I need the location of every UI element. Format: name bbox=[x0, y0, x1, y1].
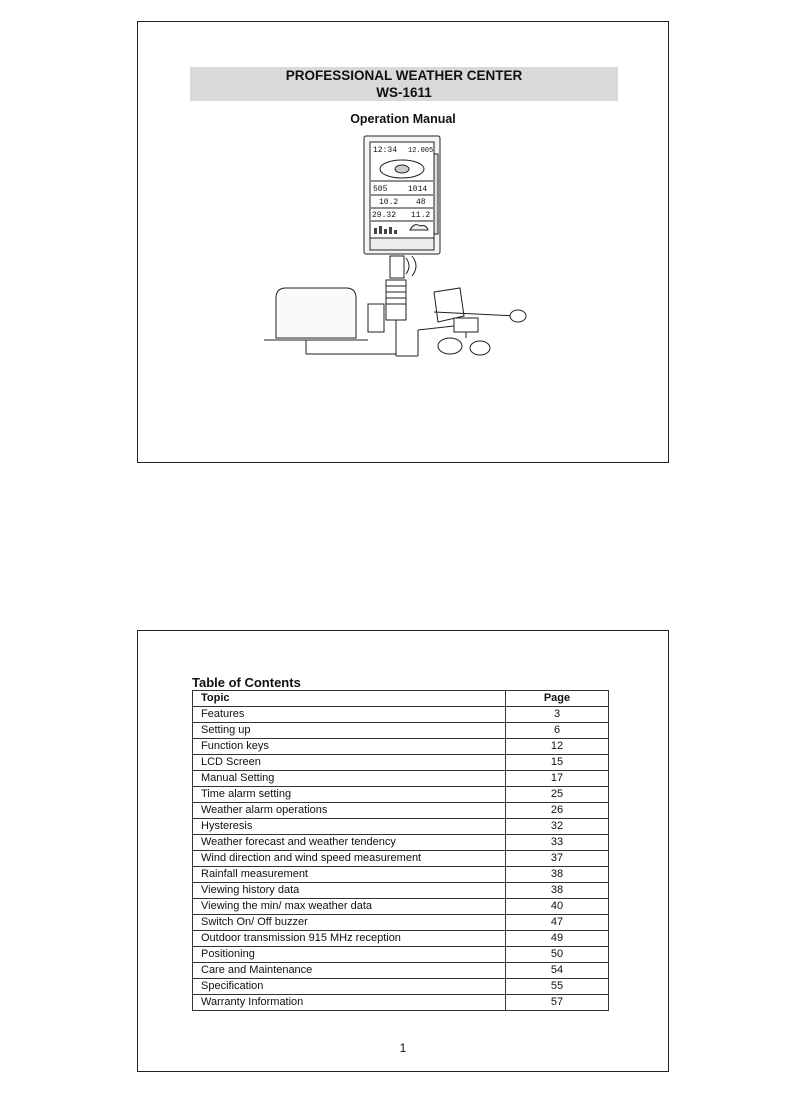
toc-page-number: 38 bbox=[506, 867, 609, 883]
title-band bbox=[190, 67, 618, 101]
toc-topic: Features bbox=[193, 707, 506, 723]
toc-topic: Warranty Information bbox=[193, 995, 506, 1011]
toc-topic: Hysteresis bbox=[193, 819, 506, 835]
toc-topic: Setting up bbox=[193, 723, 506, 739]
weather-station-illustration bbox=[258, 134, 558, 364]
toc-topic: Positioning bbox=[193, 947, 506, 963]
toc-row[interactable] bbox=[193, 819, 609, 835]
toc-topic: Weather alarm operations bbox=[193, 803, 506, 819]
toc-page-number: 26 bbox=[506, 803, 609, 819]
toc-row[interactable] bbox=[193, 899, 609, 915]
toc-page-number: 32 bbox=[506, 819, 609, 835]
toc-col-page: Page bbox=[506, 691, 609, 707]
toc-row[interactable] bbox=[193, 755, 609, 771]
model-number: WS-1611 bbox=[376, 85, 432, 100]
toc-page-number: 50 bbox=[506, 947, 609, 963]
toc-header-row bbox=[193, 691, 609, 707]
wind-sensor bbox=[418, 288, 526, 356]
toc-topic: Viewing history data bbox=[193, 883, 506, 899]
toc-row[interactable] bbox=[193, 867, 609, 883]
lcd-time: 12:34 bbox=[373, 146, 398, 155]
toc-row[interactable] bbox=[193, 915, 609, 931]
toc-page-number: 49 bbox=[506, 931, 609, 947]
toc-page-number: 15 bbox=[506, 755, 609, 771]
lcd-rain: 11.2 bbox=[411, 211, 431, 220]
lcd-indoor-temp: 10.2 bbox=[379, 198, 399, 207]
lcd-pressure-2: 1014 bbox=[408, 185, 428, 194]
toc-row[interactable] bbox=[193, 947, 609, 963]
page-number: 1 bbox=[399, 1041, 407, 1055]
toc-topic: Manual Setting bbox=[193, 771, 506, 787]
toc-row[interactable] bbox=[193, 739, 609, 755]
toc-topic: LCD Screen bbox=[193, 755, 506, 771]
toc-row[interactable] bbox=[193, 803, 609, 819]
toc-page-number: 47 bbox=[506, 915, 609, 931]
toc-row[interactable] bbox=[193, 723, 609, 739]
toc-page-number: 40 bbox=[506, 899, 609, 915]
toc-topic: Function keys bbox=[193, 739, 506, 755]
toc-topic: Switch On/ Off buzzer bbox=[193, 915, 506, 931]
toc-page-number: 17 bbox=[506, 771, 609, 787]
toc-table bbox=[192, 690, 609, 1011]
toc-topic: Rainfall measurement bbox=[193, 867, 506, 883]
toc-page-number: 12 bbox=[506, 739, 609, 755]
manual-subtitle: Operation Manual bbox=[350, 112, 456, 126]
toc-page-number: 54 bbox=[506, 963, 609, 979]
toc-col-topic: Topic bbox=[193, 691, 506, 707]
toc-page-number: 38 bbox=[506, 883, 609, 899]
toc-page-number: 6 bbox=[506, 723, 609, 739]
manual-title: PROFESSIONAL WEATHER CENTER bbox=[285, 68, 523, 83]
toc-topic: Viewing the min/ max weather data bbox=[193, 899, 506, 915]
lcd-outdoor-temp: 29.32 bbox=[372, 211, 397, 220]
toc-row[interactable] bbox=[193, 707, 609, 723]
toc-topic: Wind direction and wind speed measurement bbox=[193, 851, 506, 867]
wireless-signal bbox=[390, 256, 416, 278]
toc-body bbox=[193, 707, 609, 1011]
toc-row[interactable] bbox=[193, 851, 609, 867]
lcd-date: 12.005 bbox=[408, 147, 434, 155]
toc-topic: Care and Maintenance bbox=[193, 963, 506, 979]
lcd-humidity: 48 bbox=[416, 198, 426, 207]
toc-page-number: 3 bbox=[506, 707, 609, 723]
toc-page-number: 57 bbox=[506, 995, 609, 1011]
toc-row[interactable] bbox=[193, 883, 609, 899]
rain-gauge bbox=[264, 288, 368, 354]
toc-heading: Table of Contents bbox=[192, 675, 301, 690]
base-station-console bbox=[364, 136, 440, 254]
toc-page-number: 37 bbox=[506, 851, 609, 867]
toc-row[interactable] bbox=[193, 963, 609, 979]
toc-topic: Weather forecast and weather tendency bbox=[193, 835, 506, 851]
toc-topic: Specification bbox=[193, 979, 506, 995]
toc-page-number: 55 bbox=[506, 979, 609, 995]
toc-row[interactable] bbox=[193, 835, 609, 851]
toc-row[interactable] bbox=[193, 979, 609, 995]
toc-page-number: 25 bbox=[506, 787, 609, 803]
toc-page bbox=[137, 630, 669, 1072]
toc-row[interactable] bbox=[193, 995, 609, 1011]
toc-topic: Outdoor transmission 915 MHz reception bbox=[193, 931, 506, 947]
toc-row[interactable] bbox=[193, 771, 609, 787]
toc-row[interactable] bbox=[193, 787, 609, 803]
toc-row[interactable] bbox=[193, 931, 609, 947]
toc-page-number: 33 bbox=[506, 835, 609, 851]
toc-topic: Time alarm setting bbox=[193, 787, 506, 803]
cover-page bbox=[137, 21, 669, 463]
lcd-pressure: 505 bbox=[373, 185, 388, 194]
